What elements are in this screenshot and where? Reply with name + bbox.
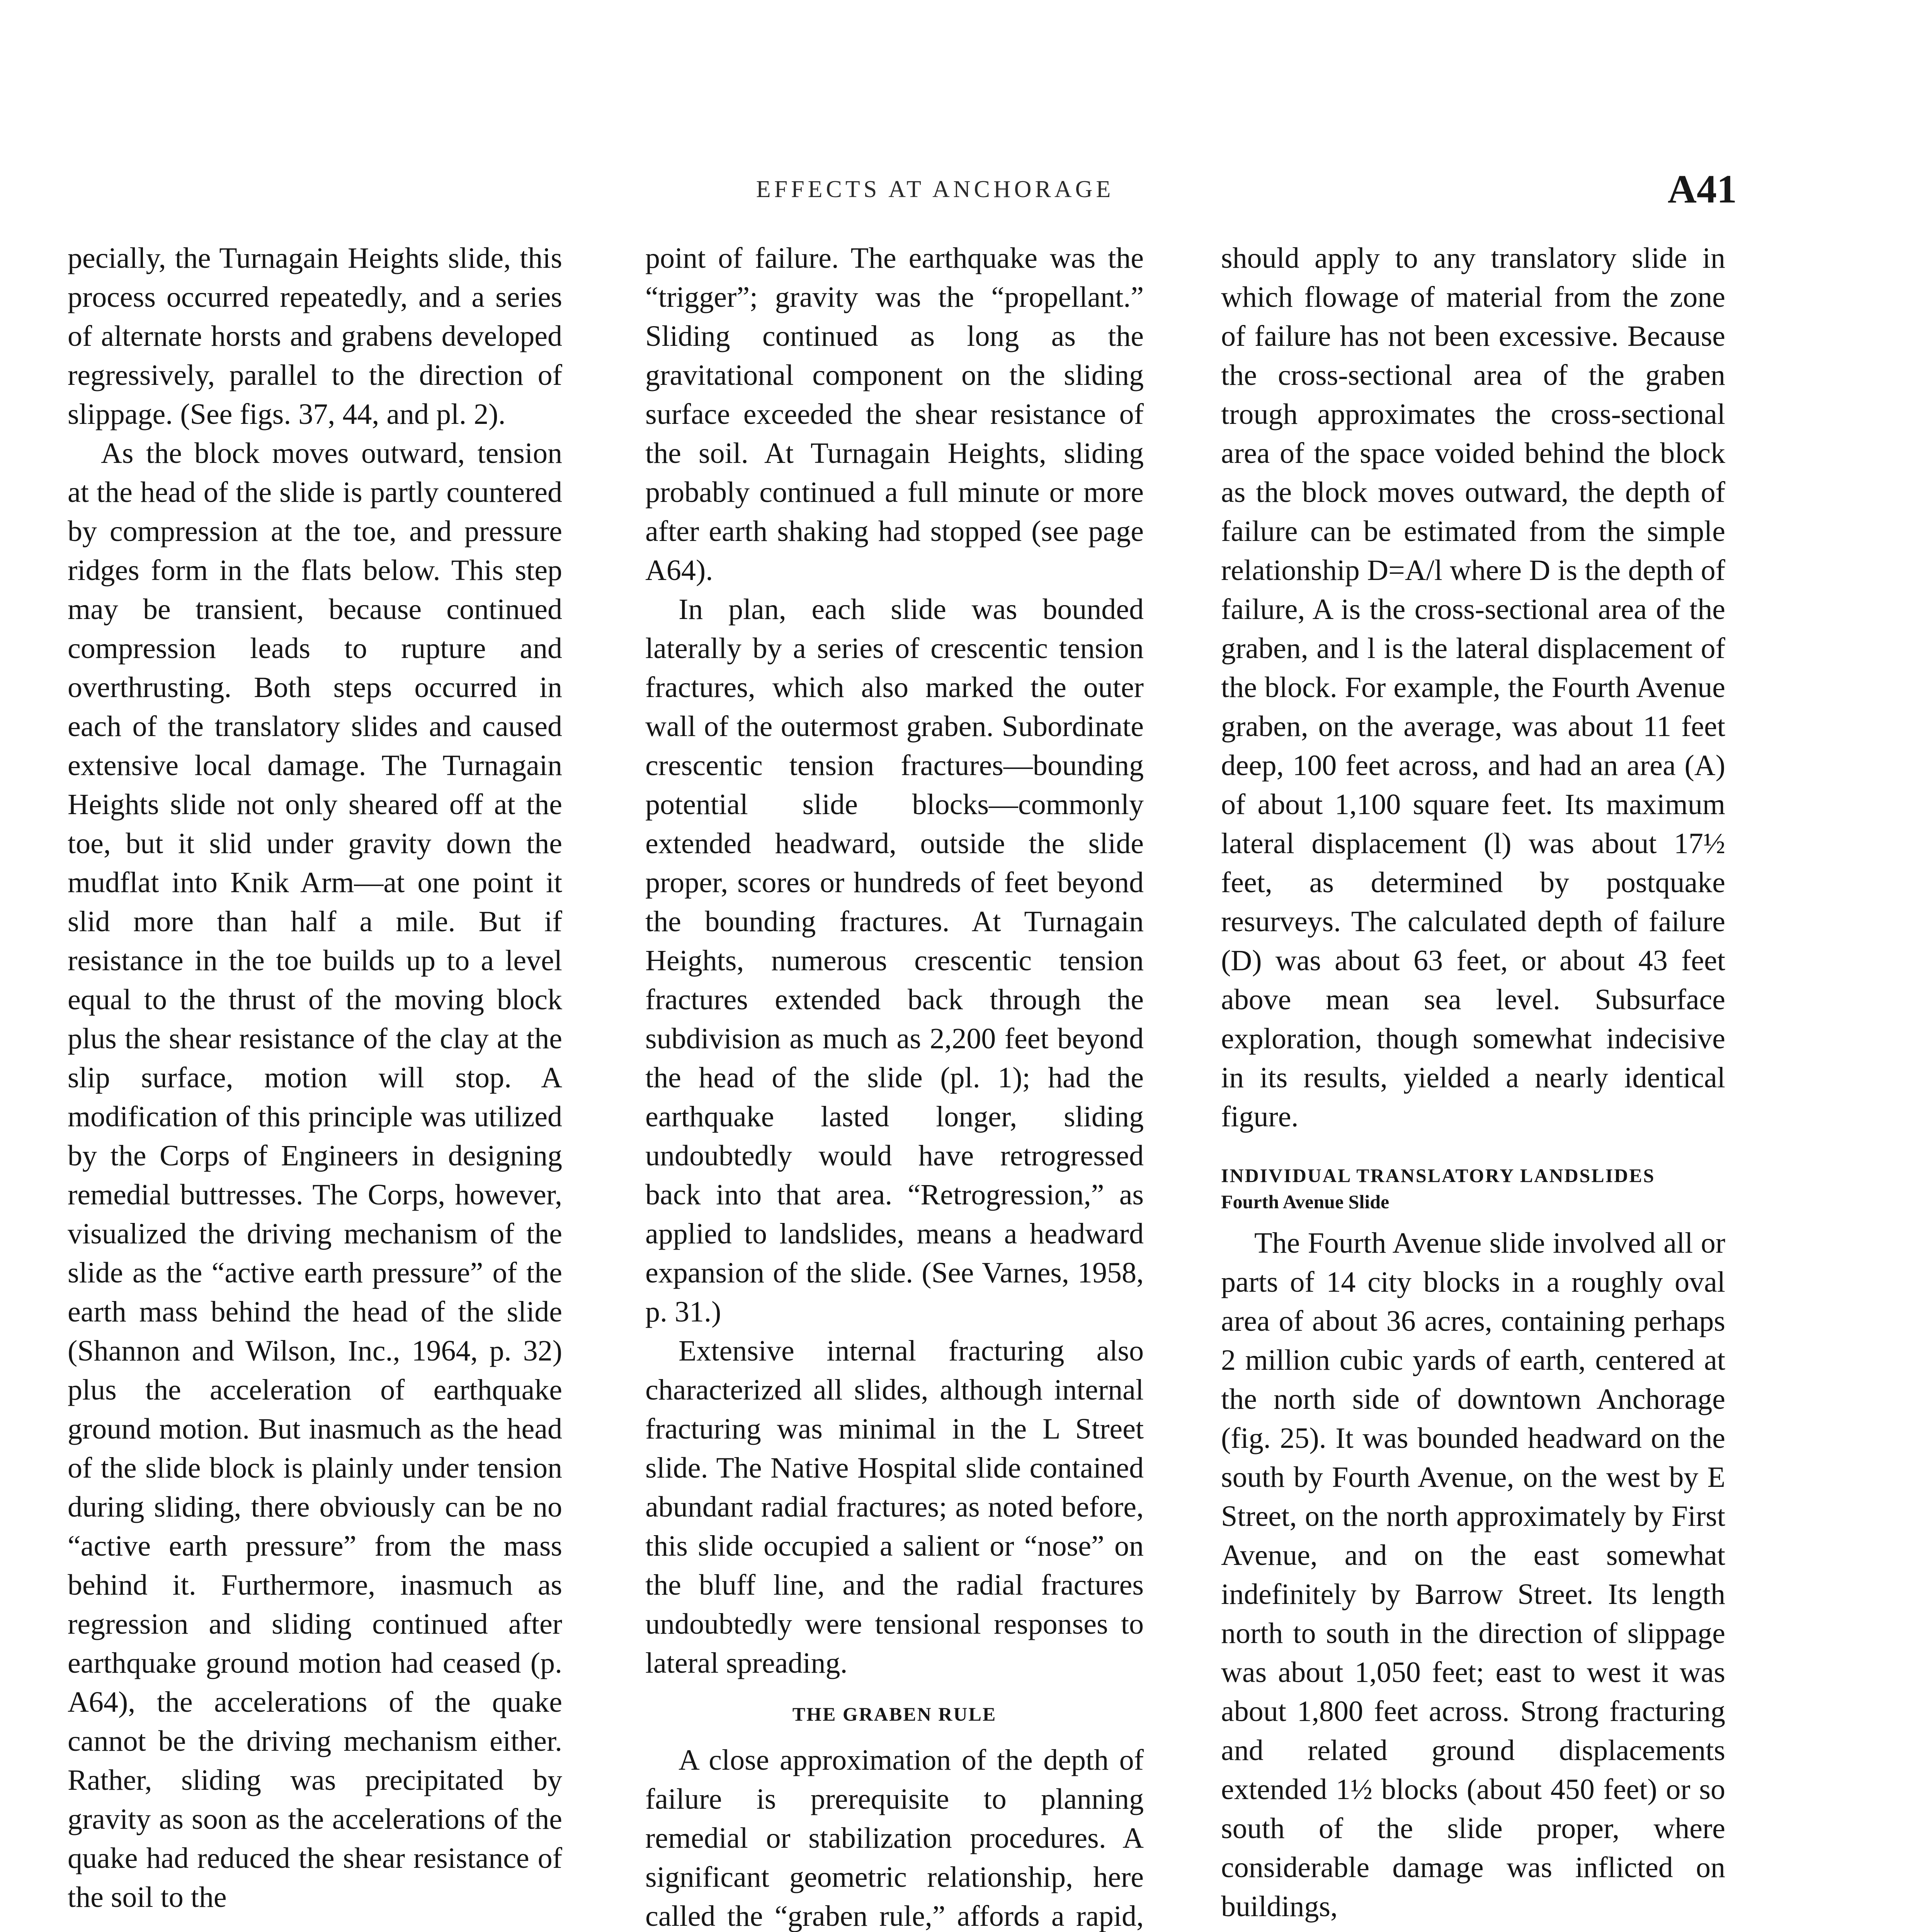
paragraph: As the block moves outward, tension at the head of the slide is partly countered by compression at the toe, and pressure ridges form in the flats below. This step may be transient, because continued compression leads to rupture and overthrusting. Both steps occurred in each of the translatory slides and caused extensive local damage. The Turnagain Heights slide not only sheared off at the toe, but it slid under gravity down the mudflat into Knik Arm—at one point it slid more than half a mile. But if resistance in the toe builds up to a level equal to the thrust of the moving block plus the shear resistance of the clay at the slip surface, motion will stop. A modification of this principle was utilized by the Corps of Engineers in designing remedial buttresses. The Corps, however, visualized the driving mechanism of the slide as the “active earth pressure” of the earth mass behind the head of the slide (Shannon and Wilson, Inc., 1964, p. 32) plus the acceleration of earthquake ground motion. But inasmuch as the head of the slide block is plainly under tension during sliding, there obviously can be no “active earth pressure” from the mass behind it. Furthermore, inasmuch as regression and sliding continued after earthquake ground motion had ceased (p. A64), the accelerations of the quake cannot be the driving mechanism either. Rather, sliding was precipitated by gravity as soon as the accelerations of the quake had reduced the shear resistance of the soil to the bbox=[68, 437, 562, 1913]
text-column-1 bbox=[68, 239, 562, 1917]
running-head: EFFECTS AT ANCHORAGE bbox=[756, 176, 1114, 202]
paragraph: In plan, each slide was bounded laterally by a series of crescentic tension fractures, which also marked the outer wall of the outermost graben. Subordinate crescentic tension fractures—bounding potential slide blocks—commonly extended headward, outside the slide proper, scores or hundreds of feet beyond the bounding fractures. At Turnagain Heights, numerous crescentic tension fractures extended back through the subdivision as much as 2,200 feet beyond the head of the slide (pl. 1); had the earthquake lasted longer, sliding undoubtedly would have retrogressed back into that area. “Retrogression,” as applied to landslides, means a headward expansion of the slide. (See Varnes, 1958, p. 31.) bbox=[645, 593, 1144, 1328]
text-column-3 bbox=[1221, 239, 1725, 1926]
text-column-2 bbox=[645, 239, 1144, 1932]
paragraph: Extensive internal fracturing also characterized all slides, although internal fracturing was minimal in the L Street slide. The Native Hospital slide contained abundant radial fractures; as noted before, this slide occupied a salient or “nose” on the bluff line, and the radial fractures undoubtedly were tensional responses to lateral spreading. bbox=[645, 1335, 1144, 1679]
paragraph: point of failure. The earthquake was the “trigger”; gravity was the “propellant.” Sliding continued as long as the gravitational component on the sliding surface exceeded the shear resistance of the soil. At Turnagain Heights, sliding probably continued a full minute or more after earth shaking had stopped (see page A64). bbox=[645, 242, 1144, 587]
paragraph: pecially, the Turnagain Heights slide, this process occurred repeatedly, and a series of alternate horsts and grabens developed regressively, parallel to the direction of slippage. (See figs. 37, 44, and pl. 2). bbox=[68, 242, 562, 430]
page-number: A41 bbox=[1667, 167, 1737, 211]
section-heading: THE GRABEN RULE bbox=[792, 1703, 997, 1725]
section-heading: INDIVIDUAL TRANSLATORY LANDSLIDES bbox=[1221, 1165, 1655, 1186]
subsection-heading: Fourth Avenue Slide bbox=[1221, 1191, 1389, 1213]
paragraph: A close approximation of the depth of failure is prerequisite to planning remedial or stabilization procedures. A significant geometric relationship, here called the “graben rule,” affords a rapid, bbox=[645, 1744, 1144, 1932]
paragraph: The Fourth Avenue slide involved all or parts of 14 city blocks in a roughly oval area of about 36 acres, containing perhaps 2 million cubic yards of earth, centered at the north side of downtown Anchorage (fig. 25). It was bounded headward on the south by Fourth Avenue, on the west by E Street, on the north approximately by First Avenue, and on the east somewhat indefinitely by Barrow Street. Its length north to south in the direction of slippage was about 1,050 feet; east to west it was about 1,800 feet across. Strong fracturing and related ground displacements extended 1½ blocks (about 450 feet) or so south of the slide proper, where considerable damage was inflicted on buildings, bbox=[1221, 1227, 1725, 1923]
paragraph: should apply to any translatory slide in which flowage of material from the zone of failure has not been excessive. Because the cross-sectional area of the graben trough approximates the cross-sectional area of the space voided behind the block as the block moves outward, the depth of failure can be estimated from the simple relationship D=A/l where D is the depth of failure, A is the cross-sectional area of the graben, and l is the lateral displacement of the block. For example, the Fourth Avenue graben, on the average, was about 11 feet deep, 100 feet across, and had an area (A) of about 1,100 square feet. Its maximum lateral displacement (l) was about 17½ feet, as determined by postquake resurveys. The calculated depth of failure (D) was about 63 feet, or about 43 feet above mean sea level. Subsurface exploration, though somewhat indecisive in its results, yielded a nearly identical figure. bbox=[1221, 242, 1725, 1133]
